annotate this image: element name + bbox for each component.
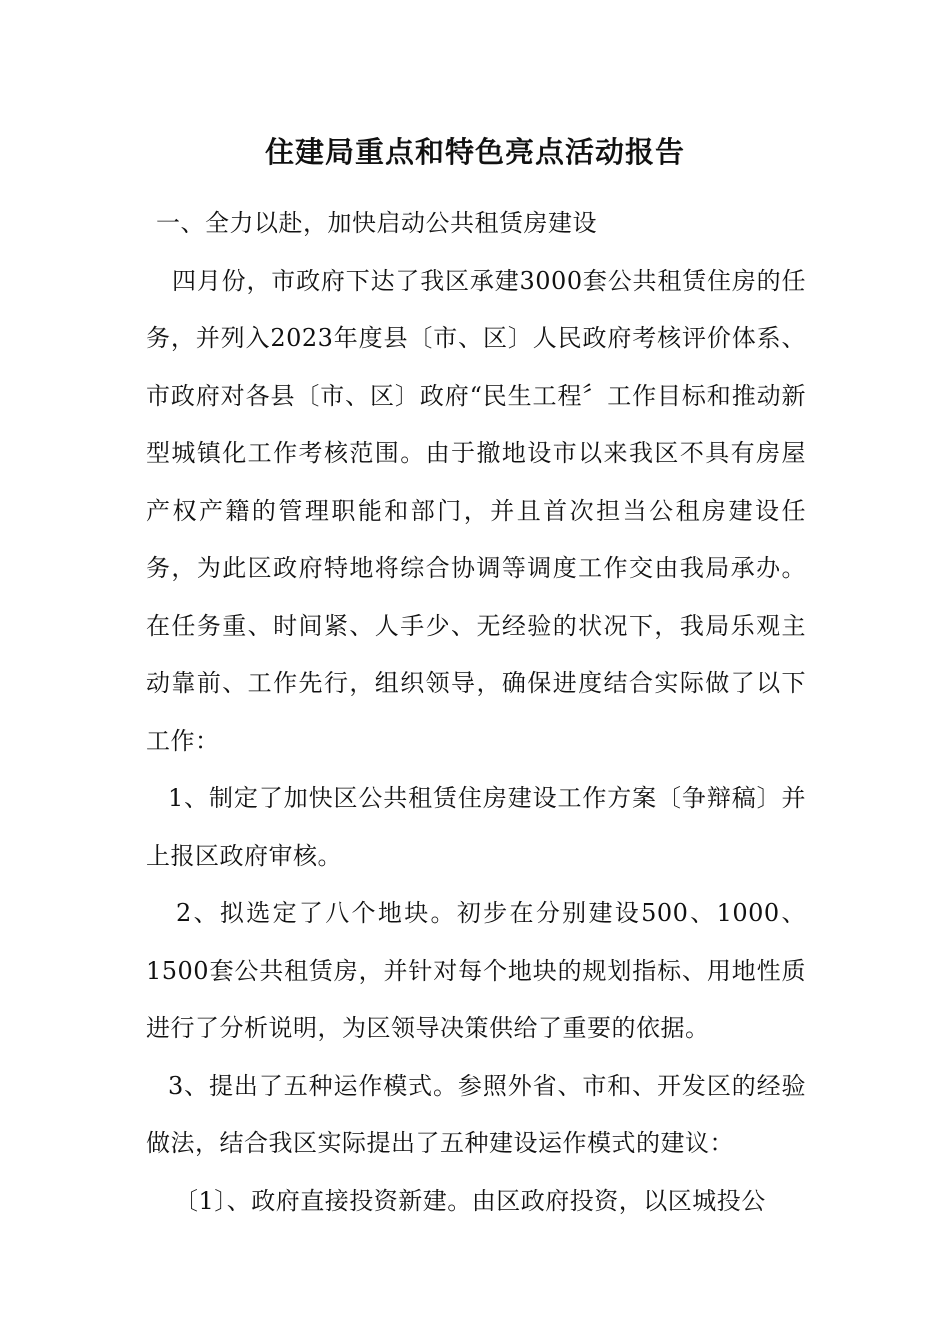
paragraph-subitem-1: 〔1〕、政府直接投资新建。由区政府投资，以区城投公 [174,1186,766,1215]
paragraph-item-3: 3、提出了五种运作模式。参照外省、市和、开发区的经验做法，结合我区实际提出了五种建设运作模式的建议： [146,1071,806,1157]
paragraph-item-2: 2、拟选定了八个地块。初步在分别建设500、1000、1500套公共租赁房，并针对每个地块的规划指标、用地性质进行了分析说明，为区领导决策供给了重要的依据。 [146,899,806,1042]
paragraph-intro: 四月份，市政府下达了我区承建3000套公共租赁住房的任务，并列入2023年度县〔市、区〕人民政府考核评价体系、市政府对各县〔市、区〕政府“民生工程〞工作目标和推动新型城镇化工作考核范围。由于撤地设市以来我区不具有房屋产权产籍的管理职能和部门，并且首次担当公租房建设任务，为此区政府特地将综合协调等调度工作交由我局承办。在任务重、时间紧、人手少、无经验的状况下，我局乐观主动靠前、工作先行，组织领导，确保进度结合实际做了以下工作： [146,266,806,755]
paragraph-item-1: 1、制定了加快区公共租赁住房建设工作方案〔争辩稿〕并上报区政府审核。 [146,784,806,870]
document-title: 住建局重点和特色亮点活动报告 [264,135,685,169]
section-heading: 一、全力以赴，加快启动公共租赁房建设 [156,209,597,237]
document-body [146,195,806,1230]
